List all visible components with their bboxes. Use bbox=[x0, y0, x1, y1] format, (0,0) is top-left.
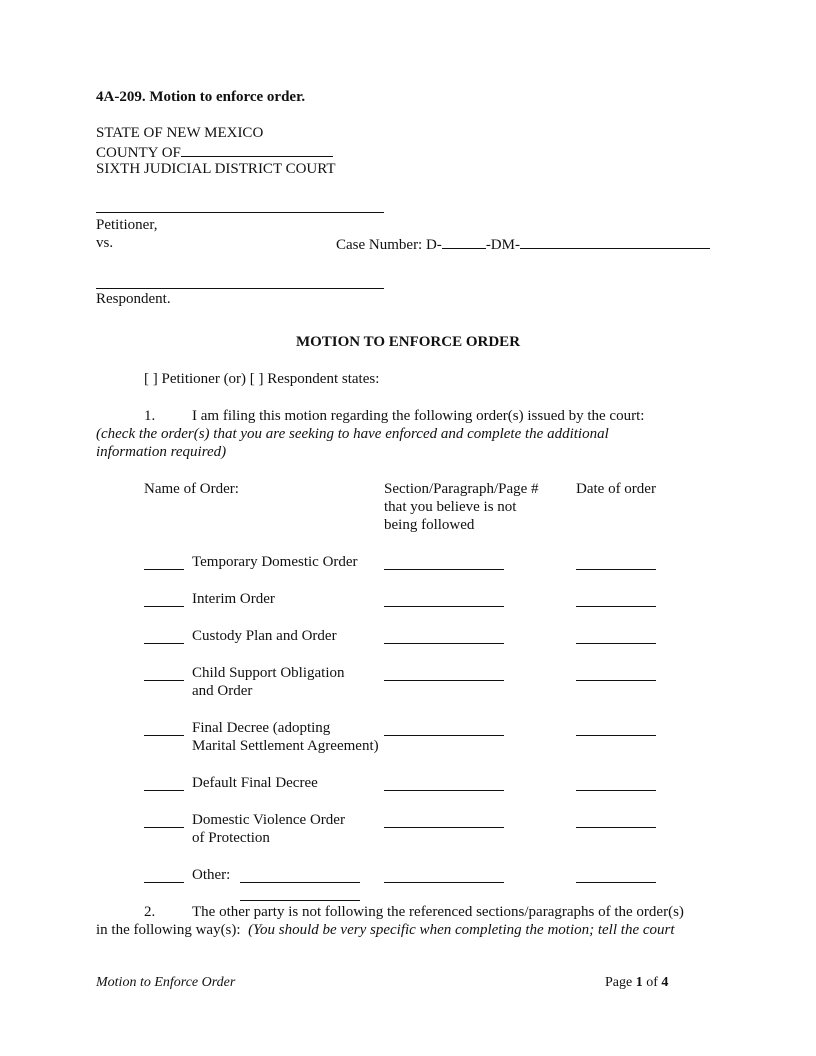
respondent-label: Respondent. bbox=[96, 291, 171, 307]
order-name-cont: Marital Settlement Agreement) bbox=[192, 738, 379, 754]
order-name: Final Decree (adopting bbox=[192, 720, 331, 736]
order-name: Custody Plan and Order bbox=[192, 628, 337, 644]
para2-number: 2. bbox=[144, 904, 156, 920]
section-blank[interactable] bbox=[384, 643, 504, 644]
section-blank[interactable] bbox=[384, 827, 504, 828]
page-total: 4 bbox=[661, 975, 669, 990]
date-blank[interactable] bbox=[576, 882, 656, 883]
page-current: 1 bbox=[635, 975, 643, 990]
para2-instruction: (You should be very specific when completing the motion; tell the court bbox=[248, 922, 675, 938]
para1-instruction-1: (check the order(s) that you are seeking to have enforced and complete the additional bbox=[96, 426, 609, 442]
vs-label: vs. bbox=[96, 235, 114, 251]
footer-form-name: Motion to Enforce Order bbox=[96, 975, 236, 990]
header-name-of-order: Name of Order: bbox=[144, 481, 239, 497]
para1-text: I am filing this motion regarding the following order(s) issued by the court: bbox=[192, 408, 645, 424]
section-blank[interactable] bbox=[384, 569, 504, 570]
section-blank[interactable] bbox=[384, 790, 504, 791]
court-line: SIXTH JUDICIAL DISTRICT COURT bbox=[96, 161, 336, 177]
order-name: Interim Order bbox=[192, 591, 275, 607]
check-blank[interactable] bbox=[144, 569, 184, 570]
check-blank[interactable] bbox=[144, 606, 184, 607]
case-number-label: Case Number: D- bbox=[336, 237, 442, 253]
header-section-3: being followed bbox=[384, 517, 475, 533]
case-number-blank-1[interactable] bbox=[442, 234, 486, 249]
section-blank[interactable] bbox=[384, 680, 504, 681]
para1-number: 1. bbox=[144, 408, 156, 424]
date-blank[interactable] bbox=[576, 680, 656, 681]
check-blank[interactable] bbox=[144, 735, 184, 736]
order-name-cont: of Protection bbox=[192, 830, 270, 846]
other-name-blank[interactable] bbox=[240, 882, 360, 883]
petitioner-label: Petitioner, bbox=[96, 217, 158, 233]
date-blank[interactable] bbox=[576, 643, 656, 644]
case-number-blank-2[interactable] bbox=[520, 234, 710, 249]
rule-title: 4A-209. Motion to enforce order. bbox=[96, 89, 306, 105]
header-section-2: that you believe is not bbox=[384, 499, 517, 515]
order-name-cont: and Order bbox=[192, 683, 253, 699]
date-blank[interactable] bbox=[576, 569, 656, 570]
header-date-of-order: Date of order bbox=[576, 481, 656, 497]
check-blank[interactable] bbox=[144, 790, 184, 791]
state-line: STATE OF NEW MEXICO bbox=[96, 125, 264, 141]
check-blank[interactable] bbox=[144, 827, 184, 828]
check-blank[interactable] bbox=[144, 882, 184, 883]
date-blank[interactable] bbox=[576, 735, 656, 736]
section-blank[interactable] bbox=[384, 882, 504, 883]
case-number-mid: -DM- bbox=[485, 237, 520, 253]
page-prefix: Page bbox=[605, 975, 636, 990]
page-of: of bbox=[642, 975, 662, 990]
intro-statement: [ ] Petitioner (or) [ ] Respondent states: bbox=[144, 371, 380, 387]
case-number bbox=[336, 234, 710, 254]
check-blank[interactable] bbox=[144, 643, 184, 644]
other-name-blank-2[interactable] bbox=[240, 900, 360, 901]
order-name: Default Final Decree bbox=[192, 775, 318, 791]
date-blank[interactable] bbox=[576, 790, 656, 791]
check-blank[interactable] bbox=[144, 680, 184, 681]
order-name: Child Support Obligation bbox=[192, 665, 345, 681]
para2-line-2 bbox=[96, 921, 675, 939]
order-name: Domestic Violence Order bbox=[192, 812, 345, 828]
respondent-blank[interactable] bbox=[96, 288, 384, 289]
header-section-1: Section/Paragraph/Page # bbox=[384, 481, 539, 497]
section-blank[interactable] bbox=[384, 735, 504, 736]
section-blank[interactable] bbox=[384, 606, 504, 607]
order-name: Temporary Domestic Order bbox=[192, 554, 358, 570]
county-blank[interactable] bbox=[181, 142, 333, 157]
date-blank[interactable] bbox=[576, 827, 656, 828]
para2-text-2: in the following way(s): bbox=[96, 922, 249, 938]
date-blank[interactable] bbox=[576, 606, 656, 607]
document-title: MOTION TO ENFORCE ORDER bbox=[295, 334, 521, 350]
para1-instruction-2: information required) bbox=[96, 444, 227, 460]
county-label: COUNTY OF bbox=[96, 145, 181, 161]
petitioner-blank[interactable] bbox=[96, 212, 384, 213]
footer-page-number bbox=[605, 974, 668, 992]
county-line bbox=[96, 142, 333, 162]
para2-text-1: The other party is not following the referenced sections/paragraphs of the order(s) bbox=[192, 904, 684, 920]
order-name: Other: bbox=[192, 867, 231, 883]
